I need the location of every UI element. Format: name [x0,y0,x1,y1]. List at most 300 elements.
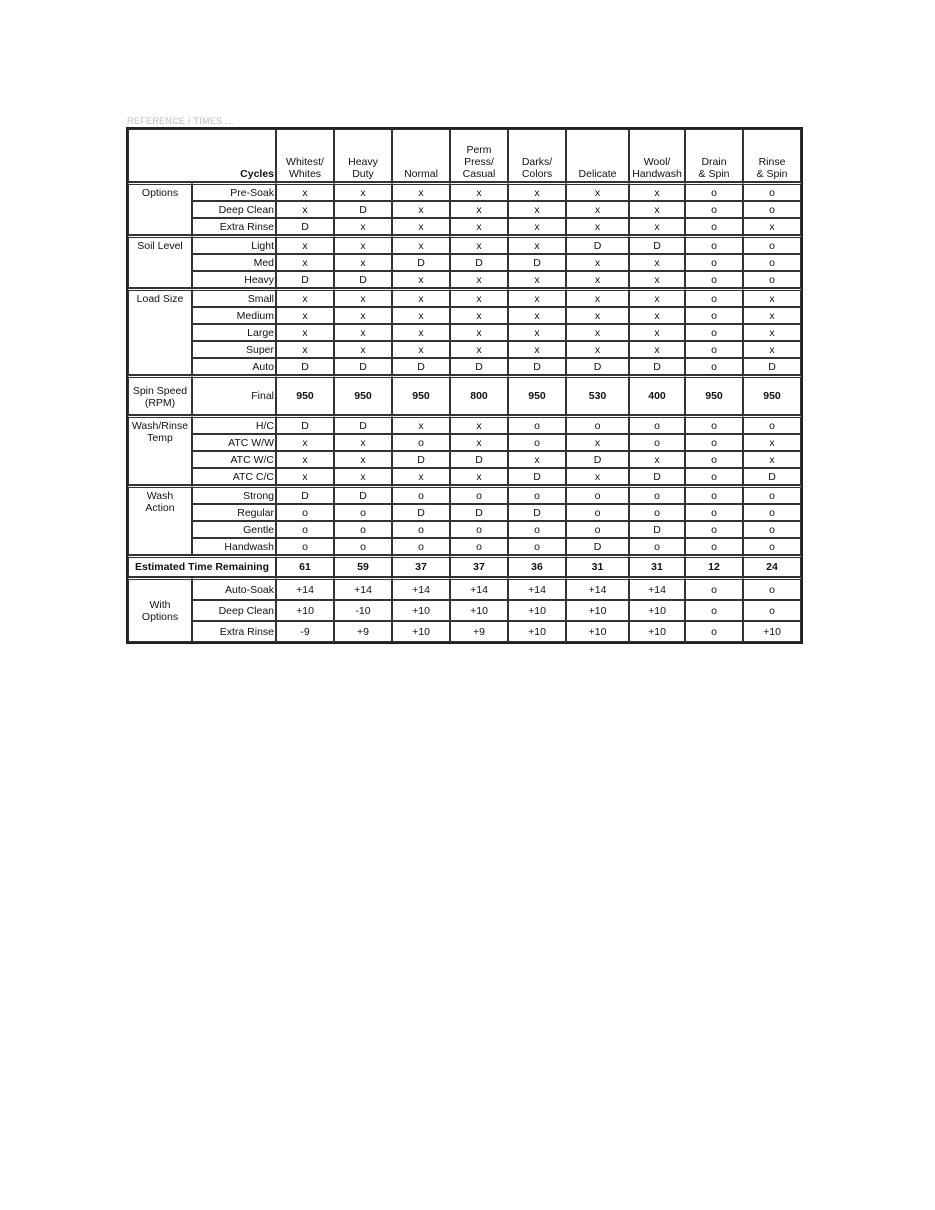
value-cell: D [334,485,392,504]
value-cell: o [566,485,629,504]
value-cell: x [566,201,629,218]
estimated-time-value: 59 [334,555,392,577]
table-row [128,307,801,324]
estimated-time-row [128,555,801,577]
group-label [128,485,192,555]
value-cell: +14 [566,577,629,600]
value-cell: D [629,358,685,375]
value-cell: x [566,468,629,485]
value-cell: x [508,451,566,468]
value-cell: x [450,307,508,324]
group-label-line: Wash/Rinse [131,420,189,432]
value-cell: x [450,468,508,485]
cycle-header-line: Casual [462,168,496,180]
value-cell: D [508,254,566,271]
row-label: Deep Clean [192,600,276,621]
row-label: Deep Clean [192,201,276,218]
value-cell: +10 [450,600,508,621]
value-cell: x [334,451,392,468]
group-label-line: Wash [146,490,174,502]
row-label: Med [192,254,276,271]
value-cell: D [508,504,566,521]
value-cell: o [508,485,566,504]
value-cell: x [334,235,392,254]
table-row [128,577,801,600]
table-row [128,538,801,555]
value-cell: o [743,521,801,538]
estimated-time-value: 36 [508,555,566,577]
value-cell: o [685,577,743,600]
value-cell: o [743,577,801,600]
value-cell: D [566,538,629,555]
row-label: Super [192,341,276,358]
value-cell: 800 [450,375,508,415]
header-row [128,129,801,182]
value-cell: x [450,434,508,451]
value-cell: D [392,254,450,271]
value-cell: x [276,434,334,451]
value-cell: +10 [392,600,450,621]
cycle-header-line: Delicate [578,168,617,180]
value-cell: x [566,307,629,324]
value-cell: x [566,288,629,307]
value-cell: o [743,504,801,521]
row-label: Pre-Soak [192,182,276,201]
value-cell: o [629,434,685,451]
value-cell: x [334,218,392,235]
value-cell: o [685,271,743,288]
value-cell: x [392,235,450,254]
row-label: Final [192,375,276,415]
group-label: Options [128,182,192,235]
value-cell: o [743,600,801,621]
value-cell: D [392,451,450,468]
estimated-time-value: 31 [566,555,629,577]
value-cell: +10 [508,600,566,621]
value-cell: x [450,288,508,307]
cycle-header-line: Darks/ [521,156,553,168]
value-cell: x [392,201,450,218]
table-row [128,600,801,621]
value-cell: o [629,504,685,521]
value-cell: x [276,307,334,324]
value-cell: o [334,538,392,555]
value-cell: x [334,324,392,341]
table-row [128,182,801,201]
estimated-time-value: 37 [392,555,450,577]
group-label: Soil Level [128,235,192,288]
table-row [128,375,801,415]
value-cell: o [276,504,334,521]
table-row [128,235,801,254]
table-row [128,415,801,434]
value-cell: +10 [566,621,629,642]
value-cell: x [334,341,392,358]
value-cell: +14 [334,577,392,600]
value-cell: D [450,451,508,468]
value-cell: x [629,182,685,201]
row-label: Regular [192,504,276,521]
value-cell: x [276,235,334,254]
value-cell: o [392,521,450,538]
value-cell: x [392,218,450,235]
value-cell: x [276,341,334,358]
value-cell: o [450,485,508,504]
value-cell: D [334,415,392,434]
value-cell: o [566,415,629,434]
cycle-header-line: Wool/ [643,156,671,168]
value-cell: +10 [629,600,685,621]
value-cell: 950 [334,375,392,415]
table-row [128,201,801,218]
value-cell: x [743,218,801,235]
value-cell: o [743,235,801,254]
cycle-header [685,129,743,182]
table-row [128,288,801,307]
row-label: Light [192,235,276,254]
value-cell: o [392,434,450,451]
value-cell: +10 [566,600,629,621]
value-cell: x [629,271,685,288]
value-cell: x [334,288,392,307]
table-row [128,218,801,235]
value-cell: o [334,521,392,538]
value-cell: x [276,468,334,485]
row-label: Auto [192,358,276,375]
value-cell: D [450,254,508,271]
value-cell: o [743,182,801,201]
value-cell: D [450,358,508,375]
cycle-header [450,129,508,182]
value-cell: o [685,468,743,485]
row-label: ATC W/W [192,434,276,451]
cycle-header [508,129,566,182]
cycle-header-line: & Spin [756,168,788,180]
value-cell: o [276,521,334,538]
estimated-time-value: 31 [629,555,685,577]
value-cell: o [685,358,743,375]
value-cell: 950 [392,375,450,415]
value-cell: o [685,182,743,201]
value-cell: x [743,434,801,451]
value-cell: x [629,451,685,468]
value-cell: x [743,288,801,307]
value-cell: x [508,182,566,201]
value-cell: +14 [629,577,685,600]
value-cell: o [685,324,743,341]
row-label: H/C [192,415,276,434]
value-cell: +10 [508,621,566,642]
value-cell: D [566,451,629,468]
value-cell: 530 [566,375,629,415]
cycle-header-line: Press/ [464,156,494,168]
table-row [128,621,801,642]
value-cell: o [450,538,508,555]
value-cell: o [566,504,629,521]
cycle-options-table [126,127,803,644]
value-cell: D [508,468,566,485]
value-cell: x [450,218,508,235]
value-cell: D [743,468,801,485]
value-cell: x [508,271,566,288]
value-cell: x [276,324,334,341]
group-label-line: Action [145,502,175,514]
value-cell: x [629,218,685,235]
value-cell: x [334,307,392,324]
row-label: Extra Rinse [192,218,276,235]
value-cell: D [566,235,629,254]
value-cell: o [685,451,743,468]
row-label: Heavy [192,271,276,288]
value-cell: x [508,288,566,307]
cycle-header [334,129,392,182]
value-cell: x [566,218,629,235]
value-cell: o [685,288,743,307]
estimated-time-value: 12 [685,555,743,577]
value-cell: o [685,485,743,504]
cycle-header-line: Normal [404,168,438,180]
cycle-header [566,129,629,182]
value-cell: x [629,324,685,341]
value-cell: x [276,451,334,468]
page-title: REFERENCE / TIMES ... [127,116,234,126]
group-label [128,415,192,485]
value-cell: x [566,271,629,288]
value-cell: x [629,341,685,358]
value-cell: x [508,235,566,254]
value-cell: o [685,538,743,555]
value-cell: x [276,182,334,201]
group-label-line: (RPM) [144,397,176,409]
value-cell: D [743,358,801,375]
value-cell: D [392,358,450,375]
group-label [128,577,192,642]
value-cell: x [334,468,392,485]
value-cell: o [685,415,743,434]
row-label: ATC W/C [192,451,276,468]
value-cell: x [629,307,685,324]
value-cell: o [743,254,801,271]
value-cell: D [276,218,334,235]
value-cell: o [685,235,743,254]
value-cell: o [685,600,743,621]
value-cell: o [685,621,743,642]
table-row [128,254,801,271]
value-cell: x [743,307,801,324]
group-label [128,375,192,415]
value-cell: o [392,485,450,504]
value-cell: x [450,324,508,341]
group-label-line: Spin Speed [132,385,188,397]
value-cell: o [743,271,801,288]
value-cell: +10 [629,621,685,642]
value-cell: x [392,468,450,485]
row-label: Small [192,288,276,307]
row-label: Strong [192,485,276,504]
cycle-header-line: Handwash [632,168,682,180]
row-label: Large [192,324,276,341]
estimated-time-value: 61 [276,555,334,577]
group-label-line: With [149,598,171,611]
value-cell: x [508,324,566,341]
value-cell: x [743,341,801,358]
value-cell: o [450,521,508,538]
value-cell: D [566,358,629,375]
value-cell: D [276,485,334,504]
cycles-corner-label: Cycles [128,129,276,182]
value-cell: -10 [334,600,392,621]
value-cell: D [276,271,334,288]
table-row [128,451,801,468]
value-cell: D [392,504,450,521]
row-label: Extra Rinse [192,621,276,642]
value-cell: o [685,504,743,521]
value-cell: o [629,485,685,504]
value-cell: x [743,451,801,468]
value-cell: D [334,201,392,218]
value-cell: D [629,235,685,254]
value-cell: x [392,415,450,434]
value-cell: x [276,288,334,307]
table-row [128,341,801,358]
table-row [128,358,801,375]
table-row [128,485,801,504]
value-cell: o [685,434,743,451]
value-cell: -9 [276,621,334,642]
value-cell: x [392,271,450,288]
value-cell: o [508,434,566,451]
cycle-header-line: Colors [521,168,553,180]
value-cell: x [450,271,508,288]
value-cell: D [629,468,685,485]
cycle-header-line: & Spin [698,168,730,180]
cycle-header-line: Duty [352,168,374,180]
cycle-header [629,129,685,182]
value-cell: x [566,324,629,341]
cycle-header-line: Rinse [758,156,786,168]
value-cell: 400 [629,375,685,415]
value-cell: x [450,182,508,201]
row-label: Handwash [192,538,276,555]
value-cell: o [276,538,334,555]
value-cell: x [392,288,450,307]
value-cell: x [743,324,801,341]
estimated-time-value: 37 [450,555,508,577]
value-cell: 950 [685,375,743,415]
value-cell: o [508,521,566,538]
value-cell: D [276,358,334,375]
row-label: ATC C/C [192,468,276,485]
value-cell: x [566,341,629,358]
table-row [128,504,801,521]
value-cell: D [508,358,566,375]
group-label: Load Size [128,288,192,375]
value-cell: o [685,341,743,358]
value-cell: +14 [392,577,450,600]
value-cell: x [392,182,450,201]
cycle-header-line: Drain [701,156,727,168]
value-cell: x [450,415,508,434]
value-cell: o [685,307,743,324]
value-cell: x [629,201,685,218]
value-cell: 950 [508,375,566,415]
table-row [128,324,801,341]
value-cell: 950 [743,375,801,415]
cycle-header-line: Whites [288,168,322,180]
group-label-line: Temp [147,432,173,444]
value-cell: x [508,218,566,235]
value-cell: x [508,341,566,358]
value-cell: +10 [392,621,450,642]
cycle-header [392,129,450,182]
cycle-header [743,129,801,182]
value-cell: +10 [743,621,801,642]
value-cell: o [685,201,743,218]
value-cell: o [743,485,801,504]
row-label: Auto-Soak [192,577,276,600]
value-cell: D [334,358,392,375]
value-cell: +9 [334,621,392,642]
value-cell: x [276,254,334,271]
value-cell: x [334,434,392,451]
value-cell: o [685,254,743,271]
value-cell: x [276,201,334,218]
value-cell: x [566,434,629,451]
value-cell: +14 [508,577,566,600]
table-row [128,434,801,451]
estimated-time-label: Estimated Time Remaining [128,555,276,577]
group-label-line: Options [141,610,179,623]
value-cell: o [629,538,685,555]
value-cell: x [450,341,508,358]
value-cell: x [566,182,629,201]
value-cell: o [334,504,392,521]
value-cell: o [743,538,801,555]
cycle-header [276,129,334,182]
value-cell: x [629,288,685,307]
value-cell: x [508,307,566,324]
value-cell: o [743,201,801,218]
value-cell: o [566,521,629,538]
value-cell: +14 [276,577,334,600]
row-label: Gentle [192,521,276,538]
value-cell: D [276,415,334,434]
value-cell: o [685,218,743,235]
value-cell: D [629,521,685,538]
value-cell: +9 [450,621,508,642]
value-cell: x [392,324,450,341]
value-cell: o [508,415,566,434]
value-cell: x [334,182,392,201]
value-cell: o [508,538,566,555]
table-row [128,468,801,485]
value-cell: x [450,201,508,218]
value-cell: x [334,254,392,271]
table-row [128,521,801,538]
table-row [128,271,801,288]
row-label: Medium [192,307,276,324]
cycle-header-line: Heavy [348,156,378,168]
value-cell: x [450,235,508,254]
value-cell: x [566,254,629,271]
value-cell: x [508,201,566,218]
value-cell: D [450,504,508,521]
value-cell: 950 [276,375,334,415]
value-cell: +10 [276,600,334,621]
value-cell: +14 [450,577,508,600]
estimated-time-value: 24 [743,555,801,577]
value-cell: o [685,521,743,538]
